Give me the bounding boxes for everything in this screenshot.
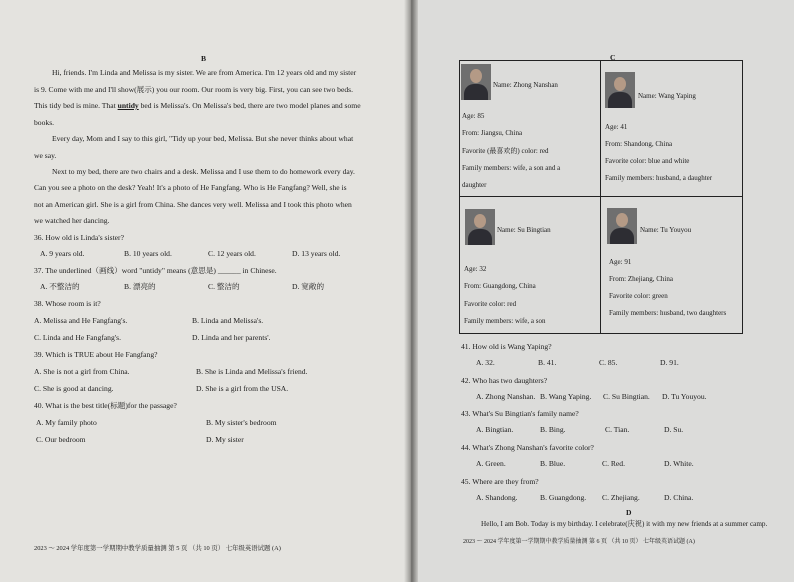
option-d[interactable]: D. My sister (206, 435, 244, 444)
underlined-word: untidy (117, 101, 139, 110)
card-age: Age: 91 (609, 258, 632, 266)
profile-photo (461, 64, 491, 100)
option-d[interactable]: D. Tu Youyou. (662, 392, 707, 401)
card-color: Favorite color: green (609, 292, 668, 300)
profile-card-grid (459, 60, 743, 334)
option-b[interactable]: B. Bing. (540, 425, 566, 434)
option-b[interactable]: B. My sister's bedroom (206, 418, 277, 427)
card-family: Family members: husband, a daughter (605, 174, 713, 182)
option-d[interactable]: D. She is a girl from the USA. (196, 384, 289, 393)
option-a[interactable]: A. Melissa and He Fangfang's. (34, 316, 128, 325)
section-heading-d: D (626, 508, 632, 517)
passage-line: Can you see a photo on the desk? Yeah! It's a photo of He Fangfang. Who is He Fangfang? Well, she is (34, 183, 347, 192)
option-a[interactable]: A. 32. (476, 358, 495, 367)
profile-photo (465, 209, 495, 245)
question-40: 40. What is the best title(标题)for the passage? (34, 401, 177, 410)
option-b[interactable]: B. Wang Yaping. (540, 392, 592, 401)
option-b[interactable]: B. Linda and Melissa's. (192, 316, 264, 325)
card-name: Name: Zhong Nanshan (493, 81, 558, 89)
option-c[interactable]: C. She is good at dancing. (34, 384, 114, 393)
card-from: From: Zhejiang, China (609, 275, 673, 283)
passage-line: is 9. Come with me and I'll show(展示) you our room. Our room is very big. First, you can see two beds. (34, 85, 354, 94)
card-age: Age: 85 (462, 112, 485, 120)
card-family: Family members: husband, two daughters (609, 309, 727, 317)
option-d[interactable]: D. 宽敞的 (292, 282, 325, 291)
option-d[interactable]: D. China. (664, 493, 694, 502)
option-b[interactable]: B. Guangdong. (540, 493, 587, 502)
card-family: Family members: wife, a son (464, 317, 546, 325)
card-from: From: Jiangsu, China (462, 129, 523, 137)
option-c[interactable]: C. 12 years old. (208, 249, 256, 258)
option-b[interactable]: B. She is Linda and Melissa's friend. (196, 367, 308, 376)
card-age: Age: 41 (605, 123, 628, 131)
profile-photo (607, 208, 637, 244)
page-footer-right: 2023 ～ 2024 学年度第一学期期中教学质量抽测 第 6 页 （共 10 页） 七年级英语试题 (A) (463, 539, 695, 545)
option-c[interactable]: C. Su Bingtian. (603, 392, 650, 401)
section-heading-b: B (201, 54, 207, 63)
question-44: 44. What's Zhong Nanshan's favorite color? (461, 443, 594, 452)
option-a[interactable]: A. 不整洁的 (40, 282, 80, 291)
option-c[interactable]: C. Red. (602, 459, 625, 468)
option-c[interactable]: C. 85. (599, 358, 618, 367)
option-c[interactable]: C. Tian. (605, 425, 630, 434)
card-color: Favorite color: red (464, 300, 517, 308)
option-d[interactable]: D. 13 years old. (292, 249, 341, 258)
question-39: 39. Which is TRUE about He Fangfang? (34, 350, 158, 359)
question-36: 36. How old is Linda's sister? (34, 233, 124, 242)
passage-line: not an American girl. She is a girl from China. She dances very well. Melissa and I took this photo when (34, 200, 352, 209)
option-d[interactable]: D. 91. (660, 358, 679, 367)
option-d[interactable]: D. White. (664, 459, 694, 468)
card-name: Name: Su Bingtian (497, 226, 551, 234)
question-43: 43. What's Su Bingtian's family name? (461, 409, 579, 418)
option-d[interactable]: D. Linda and her parents'. (192, 333, 271, 342)
option-a[interactable]: A. Bingtian. (476, 425, 514, 434)
question-41: 41. How old is Wang Yaping? (461, 342, 552, 351)
option-a[interactable]: A. My family photo (36, 418, 97, 427)
passage-d-line: Hello, I am Bob. Today is my birthday. I celebrate(庆祝) it with my new friends at a summer camp. (481, 520, 768, 528)
profile-photo (605, 72, 635, 108)
question-38: 38. Whose room is it? (34, 299, 101, 308)
card-color: Favorite (最喜欢的) color: red (462, 147, 549, 155)
passage-line: we watched her dancing. (34, 216, 110, 225)
passage-line: This tidy bed is mine. That untidy bed is Melissa's. On Melissa's bed, there are two model planes and some (34, 101, 361, 110)
card-family-cont: daughter (462, 181, 487, 189)
passage-line: Every day, Mom and I say to this girl, "Tidy up your bed, Melissa. But she never thinks about what (52, 134, 354, 143)
option-b[interactable]: B. 漂亮的 (124, 282, 156, 291)
option-a[interactable]: A. She is not a girl from China. (34, 367, 130, 376)
option-b[interactable]: B. Blue. (540, 459, 566, 468)
passage-line: we say. (34, 151, 57, 160)
card-age: Age: 32 (464, 265, 487, 273)
question-45: 45. Where are they from? (461, 477, 539, 486)
option-b[interactable]: B. 41. (538, 358, 557, 367)
option-a[interactable]: A. Green. (476, 459, 506, 468)
page-footer-left: 2023 ～ 2024 学年度第一学期期中教学质量抽测 第 5 页 （共 10 页） 七年级英语试题 (A) (34, 545, 281, 552)
option-b[interactable]: B. 10 years old. (124, 249, 172, 258)
passage-line: Next to my bed, there are two chairs and a desk. Melissa and I use them to do homework every day. (52, 167, 355, 176)
card-from: From: Shandong, China (605, 140, 673, 148)
page-gutter (404, 0, 418, 582)
option-d[interactable]: D. Su. (664, 425, 684, 434)
question-42: 42. Who has two daughters? (461, 376, 548, 385)
option-c[interactable]: C. 整洁的 (208, 282, 240, 291)
option-a[interactable]: A. Zhong Nanshan. (476, 392, 536, 401)
option-c[interactable]: C. Our bedroom (36, 435, 86, 444)
section-heading-c: C (610, 53, 616, 62)
option-c[interactable]: C. Linda and He Fangfang's. (34, 333, 121, 342)
option-a[interactable]: A. Shandong. (476, 493, 518, 502)
card-color: Favorite color: blue and white (605, 157, 690, 165)
card-name: Name: Wang Yaping (638, 92, 696, 100)
passage-line: books. (34, 118, 55, 127)
passage-line: Hi, friends. I'm Linda and Melissa is my sister. We are from America. I'm 12 years old and my sister (52, 68, 357, 77)
card-family: Family members: wife, a son and a (462, 164, 561, 172)
option-a[interactable]: A. 9 years old. (40, 249, 85, 258)
question-37: 37. The underlined（画线）word "untidy" means (意思是) ______ in Chinese. (34, 266, 277, 275)
grid-divider-horizontal (459, 196, 742, 197)
card-from: From: Guangdong, China (464, 282, 536, 290)
card-name: Name: Tu Youyou (640, 226, 692, 234)
option-c[interactable]: C. Zhejiang. (602, 493, 640, 502)
